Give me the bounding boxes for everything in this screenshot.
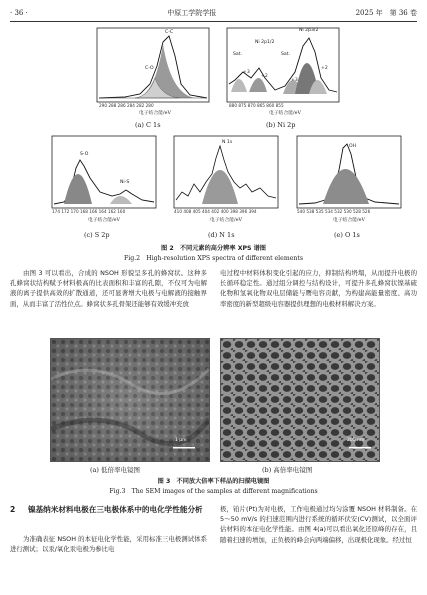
paragraph-2-right: 极，铂片(Pt)为对电极，工作电极通过均匀涂覆 NSOH 材料制备。在 5～50 mV/s 的扫速范围内进行系统的循环伏安(CV)测试，以全面评估材料的本征电化学性能。由图 4(a)可以看出氧化还原峰的存在，且随着扫速的增加，正负极的峰会向两端偏移，出现极化现象。经过恒 (220, 505, 417, 544)
fig3-caption-cn: 图 3 不同放大倍率下样品的扫描电镜图 (157, 478, 270, 485)
peak-sat-1: Sat. (233, 52, 242, 57)
section-title: 镍基纳米材料电极在三电极体系中的电化学性能分析 (28, 505, 203, 514)
scale-bar-low: 1 μm (175, 438, 187, 443)
scale-bar-high: 200 nm (347, 438, 365, 443)
c1s-ticks: 290 288 286 284 282 280 (99, 103, 154, 108)
section-number: 2 (10, 505, 16, 514)
header-rule (10, 21, 417, 22)
c1s-panel-label: (a) C 1s (135, 121, 161, 129)
n1s-panel-label: (d) N 1s (208, 231, 235, 239)
s2p-panel-label: (c) S 2p (84, 231, 110, 239)
n1s-ticks: 410 408 405 404 402 400 398 396 394 (174, 209, 257, 214)
peak-sat-2: Sat. (281, 52, 290, 57)
paragraph-2-left: 为准确表征 NSOH 的本征电化学性能，采用标准三电极测试体系进行测试；以汞/氧化汞电极为参比电 (10, 535, 207, 554)
peak-plus2-b: +2 (321, 66, 328, 71)
peak-label-c-o: C-O (145, 66, 154, 71)
peak-plus2-a: +2 (261, 74, 268, 79)
issue-info: 2025 年 第 36 卷 (355, 9, 417, 17)
page-number: · 36 · (10, 9, 28, 17)
peak-ni2p32: Ni 2p3/2 (299, 28, 319, 33)
s2p-ticks: 174 172 170 168 166 164 162 160 (52, 209, 126, 214)
peak-label-c-c: C-C (165, 30, 174, 35)
peak-ni2p12: Ni 2p1/2 (255, 40, 275, 45)
fig2-caption-en: Fig.2 High-resolution XPS spectra of different elements (123, 255, 303, 262)
s2p-xlabel: 电子结合能/eV (88, 218, 120, 223)
o1s-ticks: 540 538 535 534 532 530 528 526 (297, 209, 371, 214)
running-header (10, 6, 417, 20)
peak-ni-s: Ni-S (120, 180, 130, 185)
sem-image-low-mag (50, 338, 210, 462)
xps-panel-c1s (95, 26, 211, 116)
xps-panel-o1s (295, 134, 403, 223)
paragraph-1-right: 电过程中材料体积变化引起的应力，抑制结构坍塌，从而提升电极的长循环稳定性。通过组分调控与结构设计，可提升多孔蜂窝状镍基硫化物和氢氧化物双电层储能与赝电容贡献，为构建高能量密度、高功率密度的新型超级电容器提供理想的电极材料解决方案。 (220, 269, 417, 308)
sem-b-label: (b) 高倍率电镜图 (262, 466, 313, 474)
peak-plus3-b: +3 (291, 78, 298, 83)
ni2p-panel-label: (b) Ni 2p (266, 121, 296, 129)
journal-name: 中原工学院学报 (167, 9, 217, 17)
peak-n1s: N 1s (222, 140, 233, 145)
peak-oh: OH (349, 144, 357, 149)
paragraph-1-left: 由图 3 可以看出，合成的 NSOH 形貌呈多孔的蜂窝状。这种多孔蜂窝状结构赋予材料极高的比表面积和丰富的孔隙，不仅可为电解液的离子提供高效的扩散通道，还可显著增大电极与电解液的接触界面，从而丰富了活性位点。蜂窝状多孔骨架还能够有效缓冲充放 (10, 269, 207, 308)
ni2p-ticks: 880 875 870 865 860 855 (229, 103, 284, 108)
n1s-xlabel: 电子结合能/eV (210, 218, 242, 223)
o1s-xlabel: 电子结合能/eV (333, 218, 365, 223)
fig3-caption-en: Fig.3 The SEM images of the samples at different magnifications (109, 488, 318, 495)
c1s-xlabel: 电子结合能/eV (139, 111, 171, 116)
xps-panel-n1s (172, 134, 280, 223)
sem-image-high-mag (220, 338, 380, 462)
xps-panel-s2p (50, 134, 158, 223)
xps-panel-ni2p (225, 26, 341, 116)
sem-a-label: (a) 低倍率电镜图 (90, 466, 141, 474)
ni2p-xlabel: 电子结合能/eV (269, 111, 301, 116)
peak-plus3-a: +3 (243, 70, 250, 75)
o1s-panel-label: (e) O 1s (334, 231, 360, 239)
peak-s-o: S-O (80, 152, 89, 157)
fig2-caption-cn: 图 2 不同元素的高分辨率 XPS 谱图 (161, 245, 266, 252)
